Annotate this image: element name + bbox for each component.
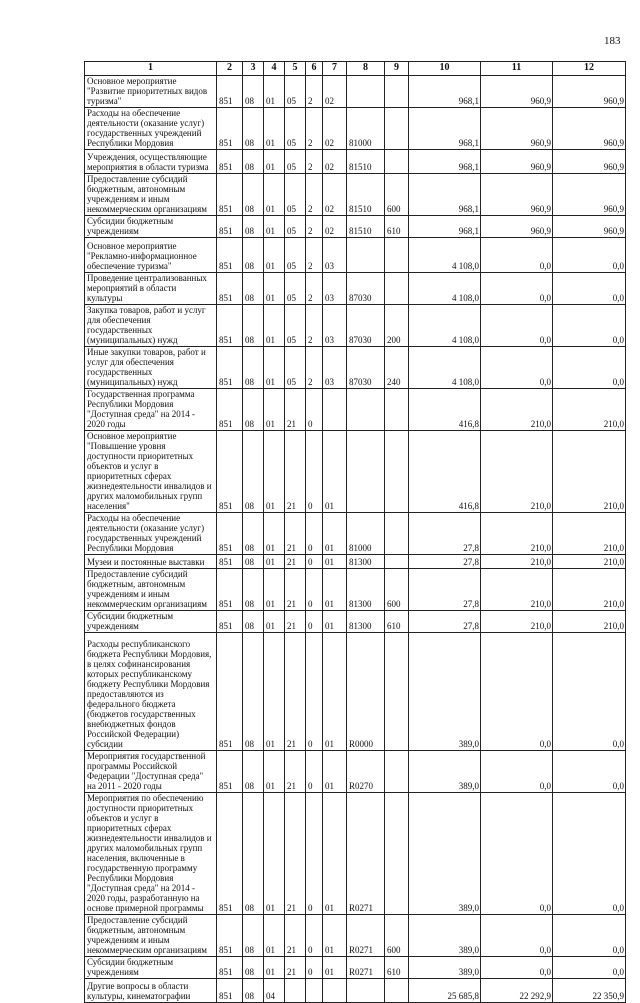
code-8: 81510 [347,150,385,174]
header-cell: 2 [217,62,243,76]
code-2: 851 [217,150,243,174]
code-9 [385,513,409,555]
code-7: 01 [323,431,347,513]
code-4: 01 [264,633,285,751]
code-2: 851 [217,569,243,611]
code-4: 01 [264,569,285,611]
amount-11: 0,0 [481,273,553,305]
row-description: Расходы на обеспечение деятельности (оказание услуг) государственных учреждений Республики Мордовия [85,108,217,150]
row-description: Мероприятия государственной программы Российской Федерации "Доступная среда" на 2011 - 2020 годы [85,751,217,793]
code-3: 08 [243,555,264,569]
amount-10: 389,0 [409,915,481,957]
code-3: 08 [243,915,264,957]
code-5: 21 [285,513,306,555]
code-5: 21 [285,751,306,793]
amount-10: 968,1 [409,174,481,216]
amount-11: 960,9 [481,216,553,238]
code-2: 851 [217,431,243,513]
code-4: 01 [264,389,285,431]
code-2: 851 [217,957,243,979]
code-4: 01 [264,513,285,555]
code-9 [385,431,409,513]
amount-11: 210,0 [481,513,553,555]
header-cell: 1 [85,62,217,76]
code-8: R0271 [347,915,385,957]
amount-12: 210,0 [553,569,626,611]
header-cell: 10 [409,62,481,76]
code-4: 04 [264,979,285,1003]
code-7: 02 [323,76,347,108]
code-4: 01 [264,431,285,513]
code-7: 01 [323,555,347,569]
code-7: 03 [323,273,347,305]
row-description: Проведение централизованных мероприятий в области культуры [85,273,217,305]
code-6: 0 [306,751,323,793]
code-9 [385,979,409,1003]
row-description: Другие вопросы в области культуры, кинематографии [85,979,217,1003]
table-row [85,751,626,793]
code-9 [385,633,409,751]
amount-10: 4 108,0 [409,273,481,305]
code-4: 01 [264,273,285,305]
row-description: Предоставление субсидий бюджетным, автономным учреждениям и иным некоммерческим организациям [85,915,217,957]
code-8: R0271 [347,957,385,979]
amount-11: 0,0 [481,751,553,793]
code-4: 01 [264,216,285,238]
amount-12: 0,0 [553,793,626,915]
row-description: Закупка товаров, работ и услуг для обеспечения государственных (муниципальных) нужд [85,305,217,347]
amount-12: 210,0 [553,555,626,569]
code-5 [285,979,306,1003]
code-5: 21 [285,431,306,513]
code-7: 02 [323,150,347,174]
code-9: 600 [385,174,409,216]
code-5: 21 [285,569,306,611]
header-cell: 8 [347,62,385,76]
row-description: Основное мероприятие "Повышение уровня доступности приоритетных объектов и услуг в приоритетных сферах жизнедеятельности инвалидов и других маломобильных групп населения" [85,431,217,513]
table-row [85,431,626,513]
amount-12: 210,0 [553,389,626,431]
amount-12: 960,9 [553,108,626,150]
row-description: Предоставление субсидий бюджетным, автономным учреждениям и иным некоммерческим организациям [85,174,217,216]
amount-10: 416,8 [409,389,481,431]
code-6: 2 [306,347,323,389]
table-row [85,305,626,347]
amount-12: 210,0 [553,513,626,555]
code-8: 87030 [347,273,385,305]
amount-12: 0,0 [553,273,626,305]
table-row [85,979,626,1003]
amount-10: 27,8 [409,611,481,633]
amount-12: 22 350,9 [553,979,626,1003]
table-row [85,915,626,957]
row-description: Субсидии бюджетным учреждениям [85,957,217,979]
row-description: Расходы на обеспечение деятельности (оказание услуг) государственных учреждений Республики Мордовия [85,513,217,555]
code-2: 851 [217,915,243,957]
amount-11: 0,0 [481,633,553,751]
amount-12: 960,9 [553,216,626,238]
code-7 [323,979,347,1003]
table-row [85,174,626,216]
row-description: Субсидии бюджетным учреждениям [85,216,217,238]
code-2: 851 [217,389,243,431]
budget-table [84,61,626,1003]
code-9 [385,751,409,793]
amount-11: 0,0 [481,305,553,347]
code-3: 08 [243,76,264,108]
code-5: 05 [285,273,306,305]
amount-12: 0,0 [553,751,626,793]
code-5: 05 [285,347,306,389]
amount-11: 960,9 [481,76,553,108]
code-6: 2 [306,238,323,273]
code-2: 851 [217,305,243,347]
table-row [85,273,626,305]
code-6 [306,979,323,1003]
code-9 [385,389,409,431]
code-5: 21 [285,611,306,633]
amount-10: 416,8 [409,431,481,513]
amount-11: 210,0 [481,569,553,611]
code-7: 01 [323,915,347,957]
code-5: 21 [285,389,306,431]
code-9: 610 [385,216,409,238]
amount-10: 968,1 [409,76,481,108]
code-4: 01 [264,611,285,633]
code-9: 610 [385,957,409,979]
amount-11: 210,0 [481,555,553,569]
code-9 [385,793,409,915]
code-2: 851 [217,751,243,793]
code-5: 05 [285,174,306,216]
code-5: 05 [285,305,306,347]
header-cell: 6 [306,62,323,76]
code-6: 2 [306,273,323,305]
code-5: 05 [285,238,306,273]
amount-11: 960,9 [481,108,553,150]
table-row [85,793,626,915]
code-5: 05 [285,108,306,150]
row-description: Основное мероприятие "Развитие приоритетных видов туризма" [85,76,217,108]
amount-10: 389,0 [409,633,481,751]
code-2: 851 [217,238,243,273]
header-cell: 3 [243,62,264,76]
code-2: 851 [217,513,243,555]
code-7 [323,389,347,431]
code-3: 08 [243,273,264,305]
code-8: 81000 [347,513,385,555]
code-9 [385,108,409,150]
code-7: 01 [323,611,347,633]
code-2: 851 [217,555,243,569]
code-9 [385,555,409,569]
code-4: 01 [264,347,285,389]
code-7: 01 [323,513,347,555]
header-cell: 5 [285,62,306,76]
code-8: 81000 [347,108,385,150]
table-row [85,957,626,979]
table-row [85,569,626,611]
code-8 [347,431,385,513]
code-9 [385,273,409,305]
table-row [85,347,626,389]
amount-11: 0,0 [481,793,553,915]
table-body [85,62,626,1003]
code-8: R0270 [347,751,385,793]
code-5: 21 [285,957,306,979]
code-3: 08 [243,174,264,216]
code-9: 600 [385,915,409,957]
amount-10: 27,8 [409,513,481,555]
code-2: 851 [217,76,243,108]
code-7: 01 [323,751,347,793]
code-4: 01 [264,793,285,915]
amount-12: 960,9 [553,76,626,108]
amount-10: 968,1 [409,150,481,174]
amount-12: 0,0 [553,347,626,389]
code-8: 81300 [347,555,385,569]
code-5: 05 [285,150,306,174]
amount-12: 0,0 [553,633,626,751]
code-7: 03 [323,305,347,347]
amount-10: 968,1 [409,108,481,150]
code-7: 02 [323,174,347,216]
code-4: 01 [264,174,285,216]
amount-11: 960,9 [481,174,553,216]
code-3: 08 [243,431,264,513]
code-8: R0000 [347,633,385,751]
code-5: 05 [285,76,306,108]
code-8: 81510 [347,174,385,216]
code-6: 2 [306,216,323,238]
code-3: 08 [243,751,264,793]
code-8: 87030 [347,305,385,347]
code-9: 600 [385,569,409,611]
code-8: 87030 [347,347,385,389]
code-6: 0 [306,431,323,513]
code-8 [347,76,385,108]
table-header-row [85,62,626,76]
code-7: 01 [323,633,347,751]
code-3: 08 [243,150,264,174]
amount-12: 210,0 [553,611,626,633]
code-4: 01 [264,751,285,793]
amount-11: 0,0 [481,347,553,389]
code-6: 2 [306,174,323,216]
code-3: 08 [243,216,264,238]
amount-12: 0,0 [553,915,626,957]
row-description: Музеи и постоянные выставки [85,555,217,569]
code-5: 21 [285,633,306,751]
amount-12: 210,0 [553,431,626,513]
code-6: 0 [306,957,323,979]
code-3: 08 [243,108,264,150]
row-description: Субсидии бюджетным учреждениям [85,611,217,633]
amount-12: 960,9 [553,150,626,174]
amount-11: 960,9 [481,150,553,174]
header-cell: 7 [323,62,347,76]
code-4: 01 [264,555,285,569]
code-6: 2 [306,108,323,150]
row-description: Мероприятия по обеспечению доступности приоритетных объектов и услуг в приоритетных сферах жизнедеятельности инвалидов и других маломобильных групп населения, включенные в государственную программу Республики Мордовия "Доступная среда" на 2014 - 2020 годы, разработанную на основе примерной программы [85,793,217,915]
amount-12: 0,0 [553,305,626,347]
code-9 [385,238,409,273]
code-6: 2 [306,305,323,347]
amount-12: 0,0 [553,238,626,273]
code-2: 851 [217,108,243,150]
amount-10: 4 108,0 [409,238,481,273]
code-7: 02 [323,216,347,238]
code-4: 01 [264,108,285,150]
code-8 [347,979,385,1003]
table-row [85,555,626,569]
code-3: 08 [243,633,264,751]
code-2: 851 [217,174,243,216]
code-4: 01 [264,150,285,174]
code-3: 08 [243,569,264,611]
table-row [85,238,626,273]
table-row [85,76,626,108]
header-cell: 4 [264,62,285,76]
amount-10: 968,1 [409,216,481,238]
code-2: 851 [217,793,243,915]
code-3: 08 [243,238,264,273]
row-description: Учреждения, осуществляющие мероприятия в области туризма [85,150,217,174]
amount-11: 0,0 [481,915,553,957]
code-7: 01 [323,793,347,915]
code-4: 01 [264,957,285,979]
code-7: 01 [323,569,347,611]
code-4: 01 [264,76,285,108]
amount-11: 0,0 [481,957,553,979]
code-4: 01 [264,238,285,273]
code-6: 0 [306,611,323,633]
code-3: 08 [243,611,264,633]
code-3: 08 [243,513,264,555]
code-7: 01 [323,957,347,979]
row-description: Государственная программа Республики Мордовия "Доступная среда" на 2014 - 2020 годы [85,389,217,431]
code-8 [347,389,385,431]
code-6: 0 [306,513,323,555]
code-3: 08 [243,347,264,389]
amount-11: 22 292,9 [481,979,553,1003]
code-7: 03 [323,238,347,273]
code-5: 21 [285,555,306,569]
code-8: R0271 [347,793,385,915]
amount-12: 960,9 [553,174,626,216]
table-row [85,611,626,633]
table-row [85,389,626,431]
header-cell: 11 [481,62,553,76]
code-5: 21 [285,915,306,957]
code-3: 08 [243,305,264,347]
amount-10: 4 108,0 [409,305,481,347]
code-6: 2 [306,76,323,108]
code-3: 08 [243,979,264,1003]
table-row [85,216,626,238]
code-3: 08 [243,793,264,915]
code-6: 0 [306,793,323,915]
code-2: 851 [217,979,243,1003]
amount-11: 0,0 [481,238,553,273]
row-description: Расходы республиканского бюджета Республики Мордовия, в целях софинансирования которых республиканскому бюджету Республики Мордовия предоставляются из федерального бюджета (бюджетов государственных внебюджетных фондов Российской Федерации) субсидии [85,633,217,751]
code-7: 02 [323,108,347,150]
code-8: 81300 [347,611,385,633]
code-4: 01 [264,305,285,347]
table-row [85,108,626,150]
code-6: 0 [306,555,323,569]
code-2: 851 [217,347,243,389]
amount-10: 4 108,0 [409,347,481,389]
amount-11: 210,0 [481,431,553,513]
code-2: 851 [217,611,243,633]
amount-10: 389,0 [409,957,481,979]
row-description: Иные закупки товаров, работ и услуг для обеспечения государственных (муниципальных) нужд [85,347,217,389]
code-9: 610 [385,611,409,633]
row-description: Основное мероприятие "Рекламно-информационное обеспечение туризма" [85,238,217,273]
amount-10: 389,0 [409,751,481,793]
code-9 [385,150,409,174]
code-8: 81510 [347,216,385,238]
code-9: 240 [385,347,409,389]
code-4: 01 [264,915,285,957]
amount-10: 27,8 [409,569,481,611]
code-3: 08 [243,389,264,431]
table-row [85,150,626,174]
code-6: 0 [306,569,323,611]
code-5: 21 [285,793,306,915]
amount-12: 0,0 [553,957,626,979]
code-7: 03 [323,347,347,389]
amount-10: 27,8 [409,555,481,569]
amount-10: 25 685,8 [409,979,481,1003]
amount-10: 389,0 [409,793,481,915]
code-2: 851 [217,216,243,238]
code-6: 0 [306,633,323,751]
code-6: 0 [306,915,323,957]
code-3: 08 [243,957,264,979]
header-cell: 9 [385,62,409,76]
code-2: 851 [217,273,243,305]
code-6: 2 [306,150,323,174]
amount-11: 210,0 [481,611,553,633]
amount-11: 210,0 [481,389,553,431]
code-5: 05 [285,216,306,238]
table-row [85,633,626,751]
page-number: 183 [604,35,621,47]
code-6: 0 [306,389,323,431]
code-9: 200 [385,305,409,347]
table-row [85,513,626,555]
code-2: 851 [217,633,243,751]
row-description: Предоставление субсидий бюджетным, автономным учреждениям и иным некоммерческим организациям [85,569,217,611]
code-9 [385,76,409,108]
code-8 [347,238,385,273]
header-cell: 12 [553,62,626,76]
code-8: 81300 [347,569,385,611]
